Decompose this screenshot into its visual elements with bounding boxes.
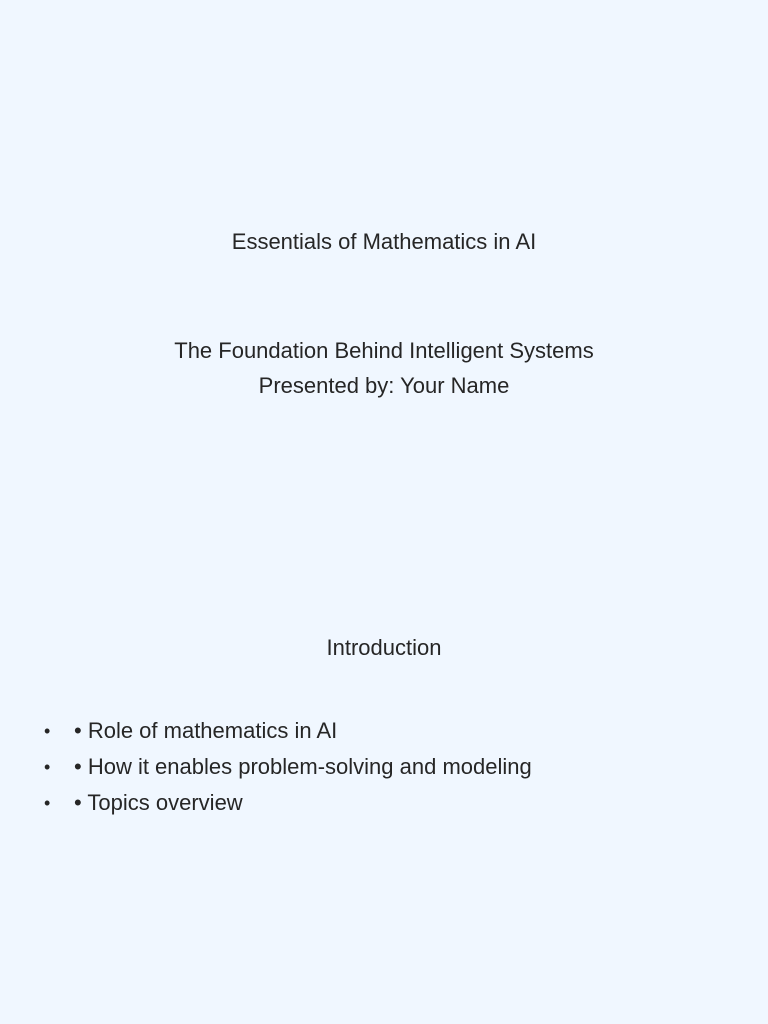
introduction-slide <box>0 512 768 1024</box>
subtitle-tagline: The Foundation Behind Intelligent Systems <box>174 338 594 363</box>
bullet-icon: • <box>44 793 51 813</box>
bullet-icon: • <box>44 721 51 741</box>
bullet-text: • Role of mathematics in AI <box>74 718 338 743</box>
bullet-text: • How it enables problem-solving and modeling <box>74 754 532 779</box>
subtitle-presenter: Presented by: Your Name <box>258 373 510 398</box>
section-title: Introduction <box>326 635 442 660</box>
list-item <box>44 785 532 821</box>
list-item <box>44 749 532 785</box>
bullet-icon: • <box>44 757 51 777</box>
subtitle-block <box>0 333 768 403</box>
bullet-text: • Topics overview <box>74 790 243 815</box>
list-item <box>44 713 532 749</box>
presentation-title: Essentials of Mathematics in AI <box>231 229 537 254</box>
bullet-list <box>44 713 532 821</box>
